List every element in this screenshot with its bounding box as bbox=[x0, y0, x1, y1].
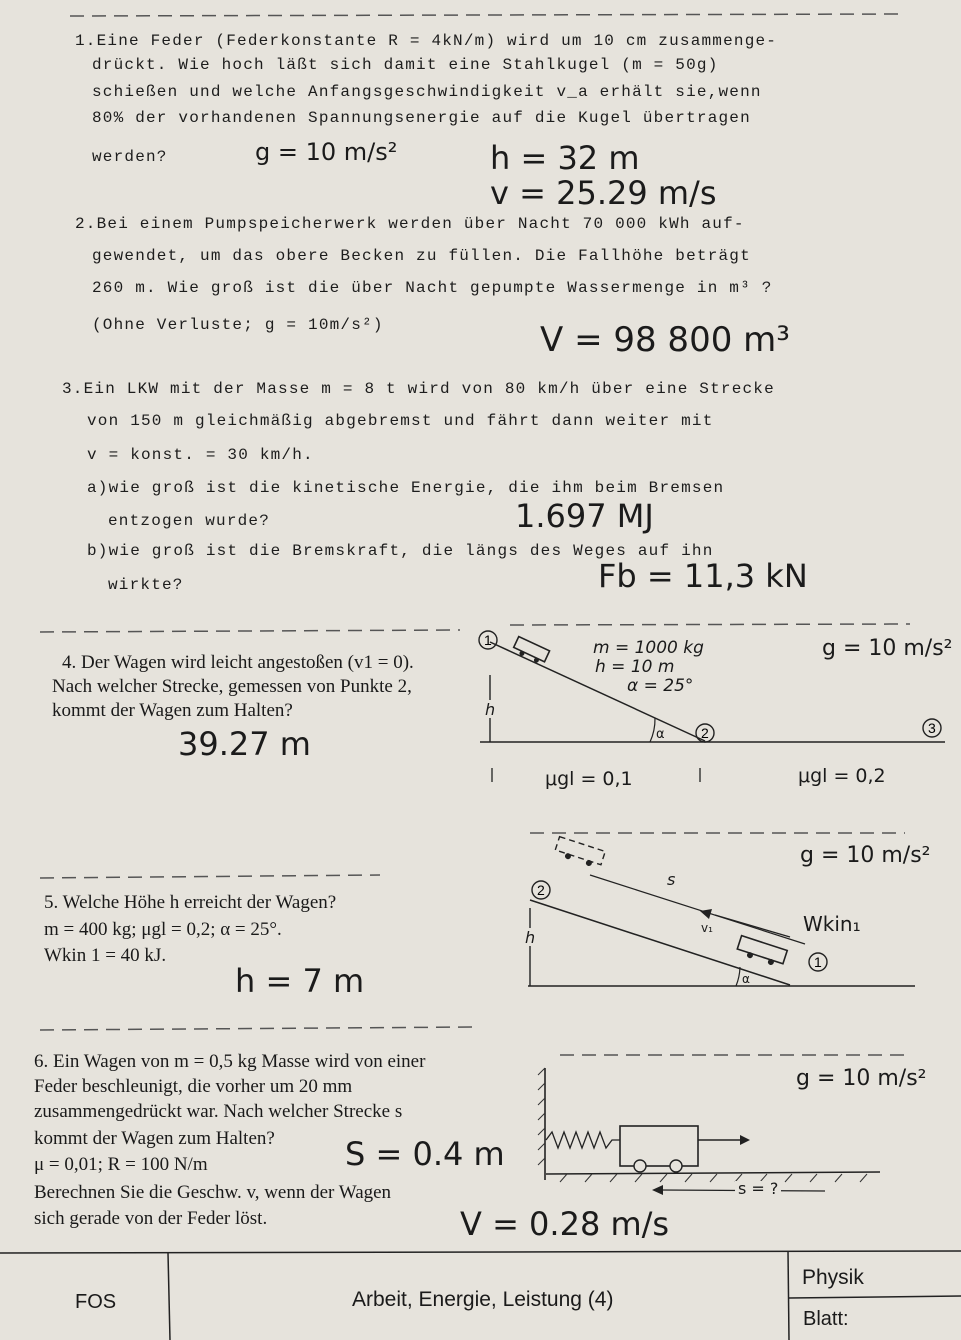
task-4-answer: 39.27 m bbox=[178, 725, 311, 763]
task-1-line-1: 1.Eine Feder (Federkonstante R = 4kN/m) wird um 10 cm zusammenge- bbox=[75, 32, 778, 50]
task-3-line-5: entzogen wurde? bbox=[108, 512, 271, 530]
task-5-alpha-label: α bbox=[742, 972, 750, 986]
task-4-line-1: 4. Der Wagen wird leicht angestoßen (v1 = 0). bbox=[62, 652, 414, 673]
task-5-point-2: 2 bbox=[537, 882, 545, 898]
task-4-point-3: 3 bbox=[928, 720, 936, 736]
task-4-mass: m = 1000 kg bbox=[593, 638, 704, 658]
task-6-line-7: sich gerade von der Feder löst. bbox=[34, 1208, 268, 1229]
task-3-line-1: 3.Ein LKW mit der Masse m = 8 t wird von 80 km/h über eine Strecke bbox=[62, 380, 775, 398]
task-4-angle: α = 25° bbox=[627, 676, 694, 696]
task-4-h-label: h bbox=[485, 700, 496, 719]
task-3-answer-b: Fb = 11,3 kN bbox=[598, 557, 808, 595]
task-6-line-5: μ = 0,01; R = 100 N/m bbox=[34, 1154, 208, 1175]
task-2-line-3: 260 m. Wie groß ist die über Nacht gepumpte Wassermenge in m³ ? bbox=[92, 279, 773, 297]
task-4-point-1: 1 bbox=[484, 632, 492, 648]
task-6-line-2: Feder beschleunigt, die vorher um 20 mm bbox=[34, 1076, 353, 1097]
task-3-line-7: wirkte? bbox=[108, 576, 184, 594]
task-6-answer-s: S = 0.4 m bbox=[345, 1135, 505, 1173]
task-3-answer-a: 1.697 MJ bbox=[515, 497, 654, 535]
task-1-line-5: werden? bbox=[92, 148, 168, 166]
task-5-h-label: h bbox=[525, 928, 536, 947]
footer-topic: Arbeit, Energie, Leistung (4) bbox=[352, 1288, 614, 1311]
task-2-line-1: 2.Bei einem Pumpspeicherwerk werden über Nacht 70 000 kWh auf- bbox=[75, 215, 745, 233]
task-4-point-2: 2 bbox=[701, 725, 709, 741]
footer-subject: Physik bbox=[802, 1266, 864, 1289]
task-1-line-2: drückt. Wie hoch läßt sich damit eine Stahlkugel (m = 50g) bbox=[92, 56, 719, 74]
task-2-line-4: (Ohne Verluste; g = 10m/s²) bbox=[92, 316, 384, 334]
task-5-title: 5. Welche Höhe h erreicht der Wagen? bbox=[44, 892, 337, 913]
task-6-line-1: 6. Ein Wagen von m = 0,5 kg Masse wird von einer bbox=[34, 1051, 426, 1072]
task-4-mu-flat: μgl = 0,2 bbox=[798, 765, 886, 787]
task-6-line-3: zusammengedrückt war. Nach welcher Strecke s bbox=[34, 1101, 403, 1122]
footer-school: FOS bbox=[75, 1291, 117, 1313]
task-1-answer-v: v = 25.29 m/s bbox=[490, 174, 717, 212]
task-4-line-2: Nach welcher Strecke, gemessen von Punkte 2, bbox=[52, 676, 412, 697]
task-3-line-3: v = konst. = 30 km/h. bbox=[87, 446, 314, 464]
task-1-line-3: schießen und welche Anfangsgeschwindigkeit v_a erhält sie,wenn bbox=[92, 83, 762, 101]
task-2-line-2: gewendet, um das obere Becken zu füllen. Die Fallhöhe beträgt bbox=[92, 247, 751, 265]
task-5-point-1: 1 bbox=[814, 954, 822, 970]
task-5-wkin: Wkin 1 = 40 kJ. bbox=[44, 945, 167, 966]
task-4-mu-slope: μgl = 0,1 bbox=[545, 768, 633, 790]
task-1-line-4: 80% der vorhandenen Spannungsenergie auf die Kugel übertragen bbox=[92, 109, 751, 127]
task-4-line-3: kommt der Wagen zum Halten? bbox=[52, 700, 293, 721]
task-6-line-4: kommt der Wagen zum Halten? bbox=[34, 1128, 275, 1149]
footer-sheet: Blatt: bbox=[803, 1308, 849, 1330]
task-6-line-6: Berechnen Sie die Geschw. v, wenn der Wagen bbox=[34, 1182, 392, 1203]
task-5-g-note: g = 10 m/s² bbox=[800, 843, 931, 868]
task-1-g-note: g = 10 m/s² bbox=[255, 138, 398, 166]
task-5-answer: h = 7 m bbox=[235, 962, 365, 1000]
task-4-alpha-label: α bbox=[656, 727, 665, 742]
task-3-line-4: a)wie groß ist die kinetische Energie, die ihm beim Bremsen bbox=[87, 479, 725, 497]
task-5-params: m = 400 kg; μgl = 0,2; α = 25°. bbox=[44, 919, 282, 940]
task-5-s-label: s bbox=[667, 870, 676, 889]
task-6-s-label: s = ? bbox=[735, 1181, 781, 1197]
task-3-line-6: b)wie groß ist die Bremskraft, die längs des Weges auf ihn bbox=[87, 542, 714, 560]
task-4-height: h = 10 m bbox=[595, 657, 675, 677]
task-2-answer: V = 98 800 m³ bbox=[540, 320, 790, 360]
task-6-g-note: g = 10 m/s² bbox=[796, 1066, 927, 1091]
task-4-g-note: g = 10 m/s² bbox=[822, 636, 953, 661]
task-3-line-2: von 150 m gleichmäßig abgebremst und fährt dann weiter mit bbox=[87, 412, 714, 430]
task-5-v-label: v₁ bbox=[701, 921, 713, 935]
task-5-wkin-label: Wkin₁ bbox=[803, 912, 861, 936]
task-1-answer-h: h = 32 m bbox=[490, 139, 640, 177]
task-6-answer-v: V = 0.28 m/s bbox=[460, 1205, 670, 1243]
